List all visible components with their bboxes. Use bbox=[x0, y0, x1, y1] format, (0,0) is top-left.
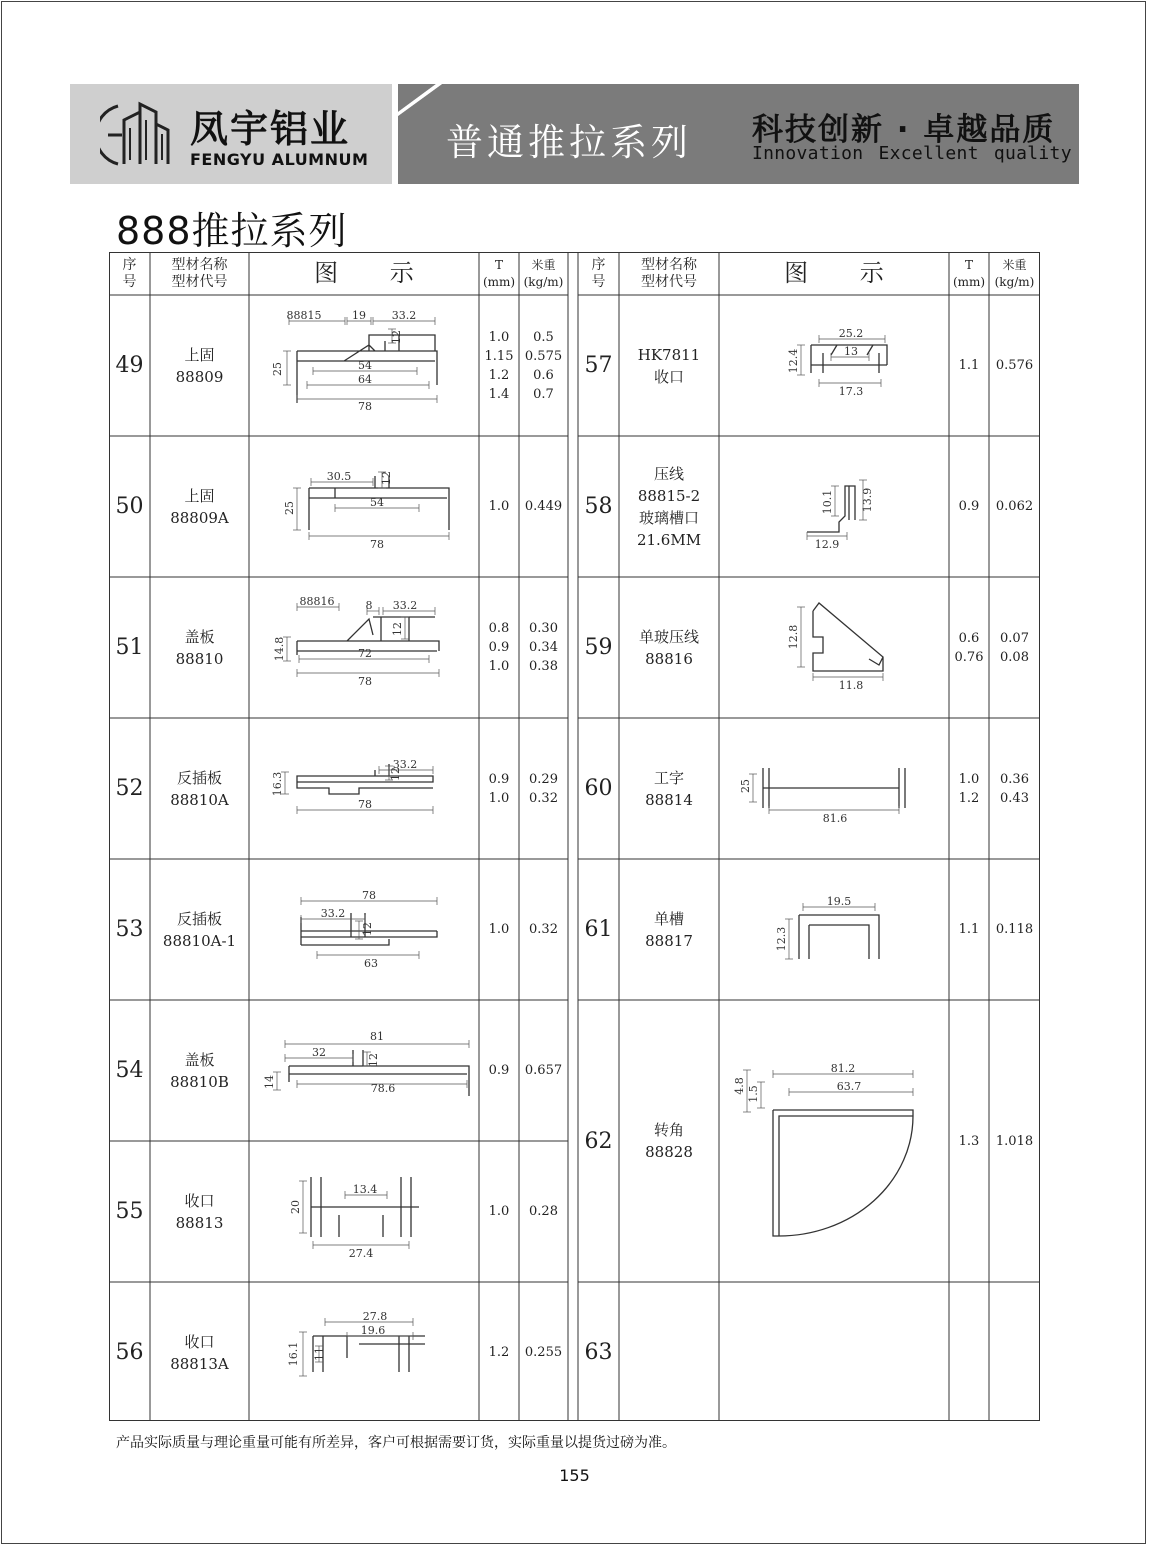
dimension-label: 27.8 bbox=[362, 1310, 388, 1323]
footnote: 产品实际质量与理论重量可能有所差异，客户可根据需要订货，实际重量以提货过磅为准。 bbox=[116, 1435, 676, 1451]
thickness-value: 1.1 bbox=[958, 922, 980, 937]
weight-value: 1.018 bbox=[995, 1133, 1034, 1149]
header-no-line: 序 bbox=[122, 256, 137, 273]
profile-name-text: 单玻压线 bbox=[638, 627, 699, 646]
dimension-label: 33.2 bbox=[392, 758, 418, 771]
thickness-value: 1.3 bbox=[958, 1133, 980, 1149]
dimension-label: 64 bbox=[358, 373, 372, 386]
weight-value: 0.576 bbox=[995, 358, 1034, 373]
thickness-values bbox=[479, 295, 519, 436]
dimension-label: 4.8 bbox=[733, 1077, 746, 1095]
profile-code-text: 88810A-1 bbox=[162, 931, 237, 950]
dimension-label: 54 bbox=[358, 359, 372, 372]
series-title: 普通推拉系列 bbox=[446, 121, 692, 164]
thickness-value: 1.2 bbox=[958, 790, 980, 806]
dimension-label: 19.5 bbox=[826, 895, 852, 908]
dimension-label: 78.6 bbox=[370, 1082, 396, 1095]
slogan-en: Innovation Excellent quality bbox=[752, 143, 1072, 164]
profile-code-text: 88809 bbox=[175, 367, 224, 386]
profile-name-text: 上固 bbox=[184, 345, 215, 364]
header-name-line: 型材名称 bbox=[641, 256, 697, 273]
header-thickness bbox=[949, 252, 989, 295]
dimension-label: 13.9 bbox=[861, 487, 874, 513]
thickness-values bbox=[949, 718, 989, 859]
row-number-text: 55 bbox=[115, 1199, 144, 1224]
thickness-values bbox=[949, 859, 989, 1000]
dimension-label: 11.8 bbox=[838, 679, 864, 692]
dimension-label: 25 bbox=[271, 362, 284, 376]
dimension-label: 63 bbox=[364, 957, 378, 970]
profile-code-text: 88828 bbox=[645, 1143, 693, 1161]
header-name-line: 型材代号 bbox=[171, 273, 228, 290]
weight-value: 0.118 bbox=[995, 922, 1034, 937]
building-logo-icon bbox=[100, 98, 174, 170]
dimension-label: 33.2 bbox=[392, 599, 418, 612]
profile-name-text: 收口 bbox=[184, 1191, 215, 1210]
dimension-label: 78 bbox=[362, 889, 376, 902]
thickness-value: 1.15 bbox=[484, 348, 514, 364]
row-number bbox=[109, 577, 150, 718]
page-title: 888推拉系列 bbox=[116, 209, 348, 253]
profile-name bbox=[619, 718, 719, 859]
thickness-value: 1.0 bbox=[488, 659, 510, 674]
profile-drawing bbox=[719, 436, 949, 577]
weight-values bbox=[989, 436, 1040, 577]
profile-code-text: 88813A bbox=[170, 1354, 229, 1373]
row-number bbox=[578, 859, 619, 1000]
dimension-label: 13.4 bbox=[352, 1183, 378, 1196]
thickness-values bbox=[479, 718, 519, 859]
row-number-text: 52 bbox=[115, 776, 144, 801]
dimension-label: 8 bbox=[365, 599, 373, 612]
thickness-value: 1.4 bbox=[488, 386, 510, 402]
profile-code-text: 88813 bbox=[175, 1213, 224, 1232]
thickness-value: 1.0 bbox=[488, 499, 510, 514]
profile-drawing bbox=[249, 577, 479, 718]
thickness-values bbox=[479, 577, 519, 718]
header-name-line: 型材名称 bbox=[171, 256, 228, 273]
weight-values bbox=[519, 859, 568, 1000]
profile-drawing bbox=[249, 859, 479, 1000]
profile-name bbox=[150, 577, 249, 718]
profile-name-text: 盖板 bbox=[184, 627, 215, 646]
row-number-text: 53 bbox=[115, 917, 144, 942]
dimension-label: 78 bbox=[370, 538, 384, 551]
dimension-label: 14.8 bbox=[273, 636, 286, 662]
dimension-label: 25 bbox=[739, 779, 752, 793]
weight-value: 0.30 bbox=[529, 621, 558, 636]
weight-value: 0.062 bbox=[995, 499, 1034, 514]
profile-drawing bbox=[249, 1000, 479, 1141]
dimension-label: 12 bbox=[361, 922, 374, 936]
profile-extra-text: 21.6MM bbox=[636, 530, 702, 549]
dimension-label: 25.2 bbox=[838, 327, 864, 340]
profile-name bbox=[150, 295, 249, 436]
row-number-text: 50 bbox=[115, 494, 144, 519]
weight-value: 0.08 bbox=[1000, 649, 1029, 665]
weight-values bbox=[519, 436, 568, 577]
dimension-label: 78 bbox=[358, 675, 372, 688]
dimension-label: 54 bbox=[370, 496, 384, 509]
thickness-values bbox=[479, 1141, 519, 1282]
row-number bbox=[578, 1282, 619, 1423]
header-w-line: (kg/m) bbox=[994, 274, 1035, 289]
dimension-label: 14 bbox=[263, 1075, 276, 1089]
profile-drawing bbox=[719, 295, 949, 436]
thickness-values bbox=[949, 436, 989, 577]
header-t-line: T bbox=[494, 257, 503, 272]
header-t-line: T bbox=[964, 257, 973, 272]
header-w-line: 米重 bbox=[531, 257, 556, 272]
header-figure-label: 图 示 bbox=[784, 259, 906, 287]
thickness-value: 1.2 bbox=[488, 367, 510, 383]
row-number-text: 49 bbox=[115, 353, 144, 378]
dimension-label: 63.7 bbox=[836, 1080, 862, 1093]
profile-code-text: 88816 bbox=[645, 649, 693, 668]
header-no bbox=[109, 252, 150, 295]
thickness-value: 0.9 bbox=[488, 1063, 510, 1078]
header-no bbox=[578, 252, 619, 295]
weight-values bbox=[989, 718, 1040, 859]
dimension-label: 25 bbox=[283, 501, 296, 515]
weight-values bbox=[519, 718, 568, 859]
header-weight bbox=[519, 252, 568, 295]
thickness-values bbox=[479, 859, 519, 1000]
weight-values bbox=[989, 859, 1040, 1000]
profile-code-text: 88815-2 bbox=[637, 486, 701, 505]
thickness-value: 0.76 bbox=[954, 649, 984, 665]
thickness-value: 1.0 bbox=[488, 329, 510, 345]
profile-name-text: 收口 bbox=[184, 1332, 215, 1351]
profile-name-text: 盖板 bbox=[184, 1050, 215, 1069]
weight-value: 0.34 bbox=[529, 640, 558, 655]
dimension-label: 10.1 bbox=[821, 489, 834, 515]
dimension-label: 32 bbox=[312, 1046, 326, 1059]
dimension-label: 11 bbox=[313, 1347, 326, 1361]
dimension-label: 13 bbox=[844, 345, 858, 358]
weight-value: 0.36 bbox=[1000, 771, 1029, 787]
dimension-label: 88815 bbox=[286, 309, 322, 322]
thickness-values bbox=[949, 1282, 989, 1423]
row-number bbox=[109, 295, 150, 436]
weight-value: 0.449 bbox=[524, 499, 563, 514]
profile-drawing bbox=[719, 1000, 949, 1282]
header-w-line: (kg/m) bbox=[523, 274, 564, 289]
profile-name-text: 转角 bbox=[653, 1121, 684, 1139]
dimension-label: 88816 bbox=[299, 595, 335, 608]
row-number bbox=[578, 718, 619, 859]
dimension-label: 19 bbox=[352, 309, 366, 322]
brand-name-en: FENGYU ALUMNUM bbox=[190, 150, 369, 169]
profile-code-text: 88810A bbox=[170, 790, 229, 809]
profile-code-text: 88817 bbox=[645, 931, 693, 950]
weight-value: 0.657 bbox=[524, 1063, 563, 1078]
row-number bbox=[109, 1000, 150, 1141]
profile-drawing bbox=[249, 295, 479, 436]
row-number bbox=[109, 436, 150, 577]
header-figure-label: 图 示 bbox=[314, 259, 436, 287]
page-number: 155 bbox=[559, 1466, 590, 1485]
dimension-label: 81.2 bbox=[830, 1062, 856, 1075]
weight-values bbox=[519, 1282, 568, 1423]
slogan-cn: 科技创新 · 卓越品质 bbox=[752, 112, 1056, 148]
dimension-label: 12.4 bbox=[787, 348, 800, 374]
profile-drawing bbox=[249, 436, 479, 577]
thickness-value: 1.0 bbox=[488, 922, 510, 937]
weight-value: 0.7 bbox=[533, 386, 554, 402]
profile-name-text: HK7811 bbox=[637, 345, 701, 364]
weight-values bbox=[519, 577, 568, 718]
profile-drawing bbox=[249, 718, 479, 859]
profile-code-text: 88810B bbox=[170, 1072, 229, 1091]
row-number-text: 54 bbox=[115, 1058, 144, 1083]
row-number-text: 60 bbox=[584, 776, 613, 801]
dimension-label: 12 bbox=[391, 622, 404, 636]
profile-name bbox=[150, 1282, 249, 1423]
profile-name-text: 压线 bbox=[653, 464, 684, 483]
profile-name-text: 上固 bbox=[184, 486, 215, 505]
dimension-label: 33.2 bbox=[320, 907, 346, 920]
weight-value: 0.255 bbox=[524, 1345, 563, 1360]
dimension-label: 27.4 bbox=[348, 1247, 374, 1260]
weight-value: 0.6 bbox=[533, 367, 554, 383]
profile-drawing bbox=[719, 859, 949, 1000]
dimension-label: 1.5 bbox=[747, 1085, 760, 1103]
profile-name bbox=[619, 295, 719, 436]
profile-name-text: 反插板 bbox=[176, 768, 222, 787]
header-no-line: 号 bbox=[591, 273, 606, 290]
dimension-label: 78 bbox=[358, 400, 372, 413]
header-weight bbox=[989, 252, 1040, 295]
thickness-value: 0.9 bbox=[488, 771, 510, 787]
dimension-label: 72 bbox=[358, 647, 372, 660]
header-t-line: (mm) bbox=[482, 274, 516, 289]
profile-drawing bbox=[249, 1141, 479, 1282]
profile-name bbox=[619, 1000, 719, 1282]
thickness-value: 1.0 bbox=[958, 771, 980, 787]
header-figure bbox=[249, 252, 479, 295]
row-number-text: 58 bbox=[584, 494, 613, 519]
dimension-label: 81 bbox=[370, 1030, 384, 1043]
thickness-value: 1.0 bbox=[488, 790, 510, 806]
profile-extra-text: 玻璃槽口 bbox=[638, 508, 699, 527]
dimension-label: 16.1 bbox=[287, 1341, 300, 1367]
profile-name bbox=[619, 859, 719, 1000]
weight-value: 0.43 bbox=[1000, 790, 1029, 806]
profile-table bbox=[109, 252, 1040, 1421]
row-number bbox=[109, 1282, 150, 1423]
profile-name-text: 反插板 bbox=[176, 909, 222, 928]
profile-name bbox=[150, 718, 249, 859]
header-no-line: 号 bbox=[122, 273, 137, 290]
brand-name-cn: 凤宇铝业 bbox=[190, 107, 351, 151]
thickness-value: 1.2 bbox=[488, 1345, 510, 1360]
weight-values bbox=[989, 1000, 1040, 1282]
thickness-values bbox=[949, 1000, 989, 1282]
dimension-label: 12.8 bbox=[787, 624, 800, 650]
row-number bbox=[109, 1141, 150, 1282]
profile-name bbox=[619, 1282, 719, 1423]
dimension-label: 20 bbox=[289, 1200, 302, 1214]
row-number-text: 57 bbox=[584, 353, 613, 378]
profile-name bbox=[619, 436, 719, 577]
row-number bbox=[578, 436, 619, 577]
thickness-value: 0.8 bbox=[488, 621, 510, 636]
profile-code-text: 88809A bbox=[170, 508, 229, 527]
weight-values bbox=[989, 295, 1040, 436]
dimension-label: 12 bbox=[389, 767, 402, 781]
row-number bbox=[578, 1000, 619, 1282]
dimension-label: 16.3 bbox=[271, 771, 284, 797]
thickness-values bbox=[479, 1282, 519, 1423]
row-number-text: 51 bbox=[115, 635, 144, 660]
profile-code-text: 88810 bbox=[175, 649, 224, 668]
profile-drawing bbox=[719, 1282, 949, 1423]
dimension-label: 78 bbox=[358, 798, 372, 811]
profile-name bbox=[150, 1000, 249, 1141]
profile-name bbox=[150, 436, 249, 577]
weight-values bbox=[989, 1282, 1040, 1423]
thickness-values bbox=[479, 1000, 519, 1141]
header-w-line: 米重 bbox=[1002, 257, 1027, 272]
weight-value: 0.38 bbox=[529, 659, 558, 674]
dimension-label: 12 bbox=[380, 471, 393, 485]
weight-value: 0.29 bbox=[529, 771, 558, 787]
profile-name-text: 工字 bbox=[653, 768, 684, 787]
dimension-label: 81.6 bbox=[822, 812, 848, 825]
thickness-values bbox=[949, 577, 989, 718]
weight-values bbox=[519, 1141, 568, 1282]
row-number-text: 59 bbox=[584, 635, 613, 660]
row-number bbox=[578, 577, 619, 718]
header-name bbox=[150, 252, 249, 295]
profile-drawing bbox=[719, 718, 949, 859]
profile-code-text: 88814 bbox=[645, 790, 693, 809]
dimension-label: 19.6 bbox=[360, 1324, 386, 1337]
weight-value: 0.32 bbox=[529, 790, 558, 806]
weight-value: 0.5 bbox=[533, 329, 554, 345]
header-no-line: 序 bbox=[591, 256, 606, 273]
profile-name-text: 单槽 bbox=[653, 909, 684, 928]
profile-name bbox=[150, 1141, 249, 1282]
weight-value: 0.575 bbox=[524, 348, 563, 364]
dimension-label: 12.9 bbox=[814, 538, 840, 551]
row-number-text: 61 bbox=[584, 917, 613, 942]
row-number-text: 63 bbox=[584, 1340, 613, 1365]
row-number bbox=[578, 295, 619, 436]
dimension-label: 17.3 bbox=[838, 385, 864, 398]
weight-value: 0.28 bbox=[529, 1204, 558, 1219]
thickness-value: 0.6 bbox=[958, 630, 980, 646]
thickness-value: 0.9 bbox=[488, 640, 510, 655]
profile-code-text: 收口 bbox=[653, 367, 684, 386]
thickness-value: 1.1 bbox=[958, 358, 980, 373]
dimension-label: 12.3 bbox=[775, 926, 788, 952]
header-name bbox=[619, 252, 719, 295]
thickness-values bbox=[479, 436, 519, 577]
header-name-line: 型材代号 bbox=[641, 273, 697, 290]
row-number-text: 56 bbox=[115, 1340, 144, 1365]
weight-values bbox=[519, 295, 568, 436]
profile-drawing bbox=[249, 1282, 479, 1423]
dimension-label: 12 bbox=[390, 330, 403, 344]
header-t-line: (mm) bbox=[952, 274, 986, 289]
weight-values bbox=[519, 1000, 568, 1141]
thickness-values bbox=[949, 295, 989, 436]
dimension-label: 33.2 bbox=[391, 309, 417, 322]
dimension-label: 12 bbox=[367, 1053, 380, 1067]
row-number bbox=[109, 718, 150, 859]
band-divider bbox=[392, 84, 442, 184]
thickness-value: 0.9 bbox=[958, 499, 980, 514]
dimension-label: 30.5 bbox=[326, 470, 352, 483]
header-figure bbox=[719, 252, 949, 295]
profile-name bbox=[150, 859, 249, 1000]
profile-name bbox=[619, 577, 719, 718]
weight-values bbox=[989, 577, 1040, 718]
weight-value: 0.07 bbox=[1000, 630, 1029, 646]
row-number bbox=[109, 859, 150, 1000]
header-thickness bbox=[479, 252, 519, 295]
row-number-text: 62 bbox=[584, 1128, 613, 1154]
profile-drawing bbox=[719, 577, 949, 718]
thickness-value: 1.0 bbox=[488, 1204, 510, 1219]
weight-value: 0.32 bbox=[529, 922, 558, 937]
